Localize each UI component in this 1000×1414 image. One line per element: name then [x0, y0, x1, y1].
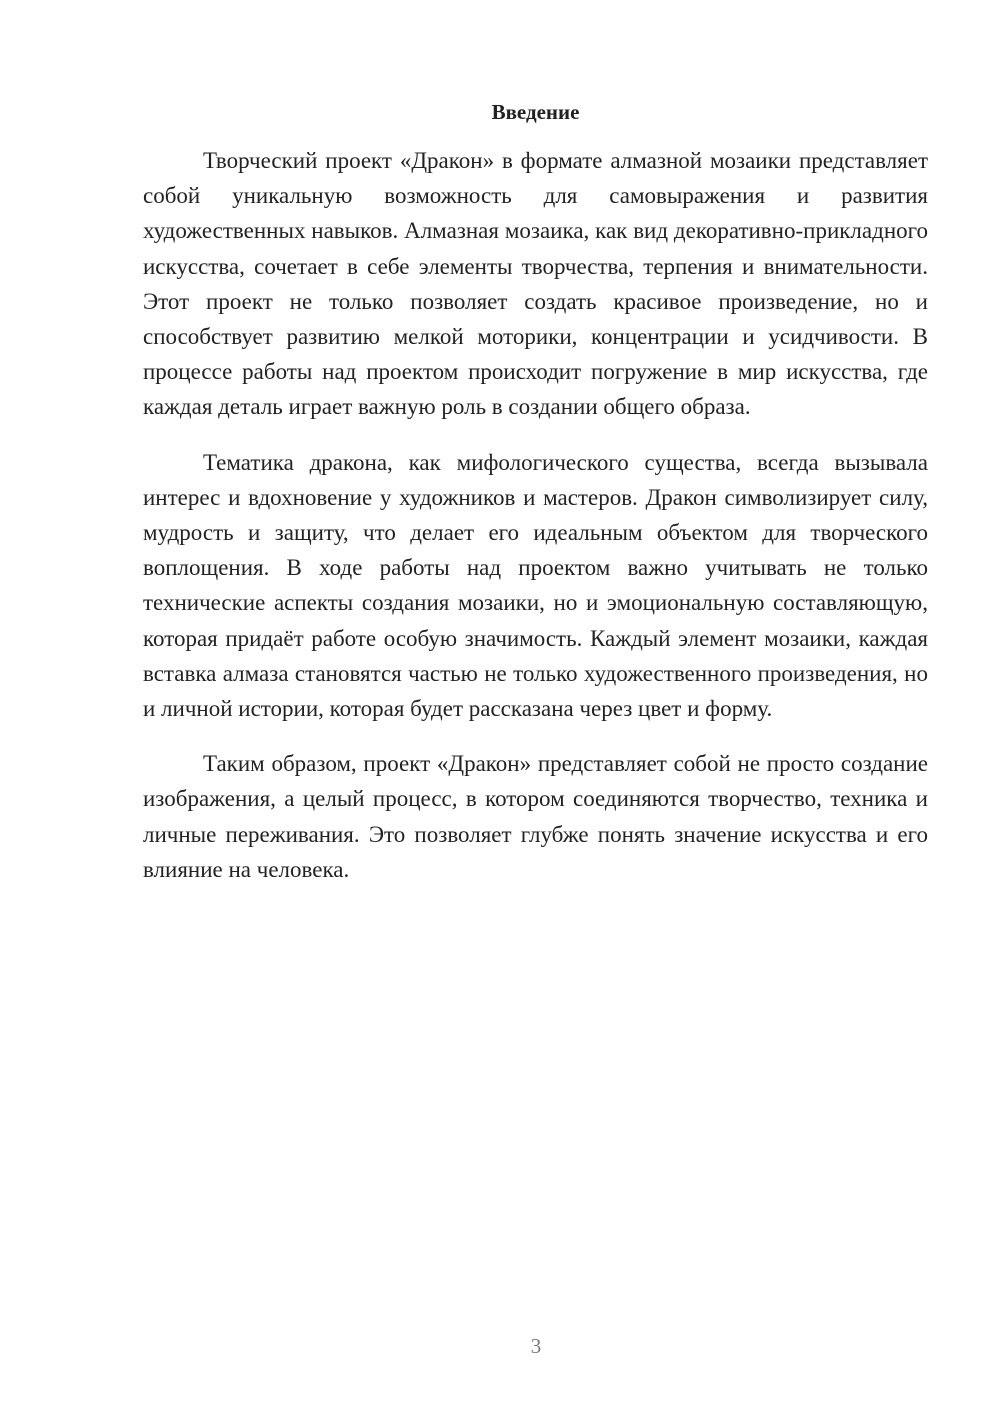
section-title: Введение [491, 100, 580, 124]
paragraph-1: Творческий проект «Дракон» в формате алмазной мозаики представляет собой уникальную возможность для самовыражения и развития художественных навыков. Алмазная мозаика, как вид декоративно-прикладного искусства, сочетает в себе элементы творчества, терпения и внимательности. Этот проект не только позволяет создать красивое произведение, но и способствует развитию мелкой моторики, концентрации и усидчивости. В процессе работы над проектом происходит погружение в мир искусства, где каждая деталь играет важную роль в создании общего образа. [143, 148, 928, 420]
body-text [143, 143, 928, 907]
page-number: 3 [530, 1334, 542, 1358]
paragraph-2: Тематика дракона, как мифологического существа, всегда вызывала интерес и вдохновение у художников и мастеров. Дракон символизирует силу, мудрость и защиту, что делает его идеальным объектом для творческого воплощения. В ходе работы над проектом важно учитывать не только технические аспекты создания мозаики, но и эмоциональную составляющую, которая придаёт работе особую значимость. Каждый элемент мозаики, каждая вставка алмаза становятся частью не только художественного произведения, но и личной истории, которая будет рассказана через цвет и форму. [143, 449, 928, 722]
paragraph-3: Таким образом, проект «Дракон» представляет собой не просто создание изображения, а целый процесс, в котором соединяются творчество, техника и личные переживания. Это позволяет глубже понять значение искусства и его влияние на человека. [143, 751, 928, 882]
